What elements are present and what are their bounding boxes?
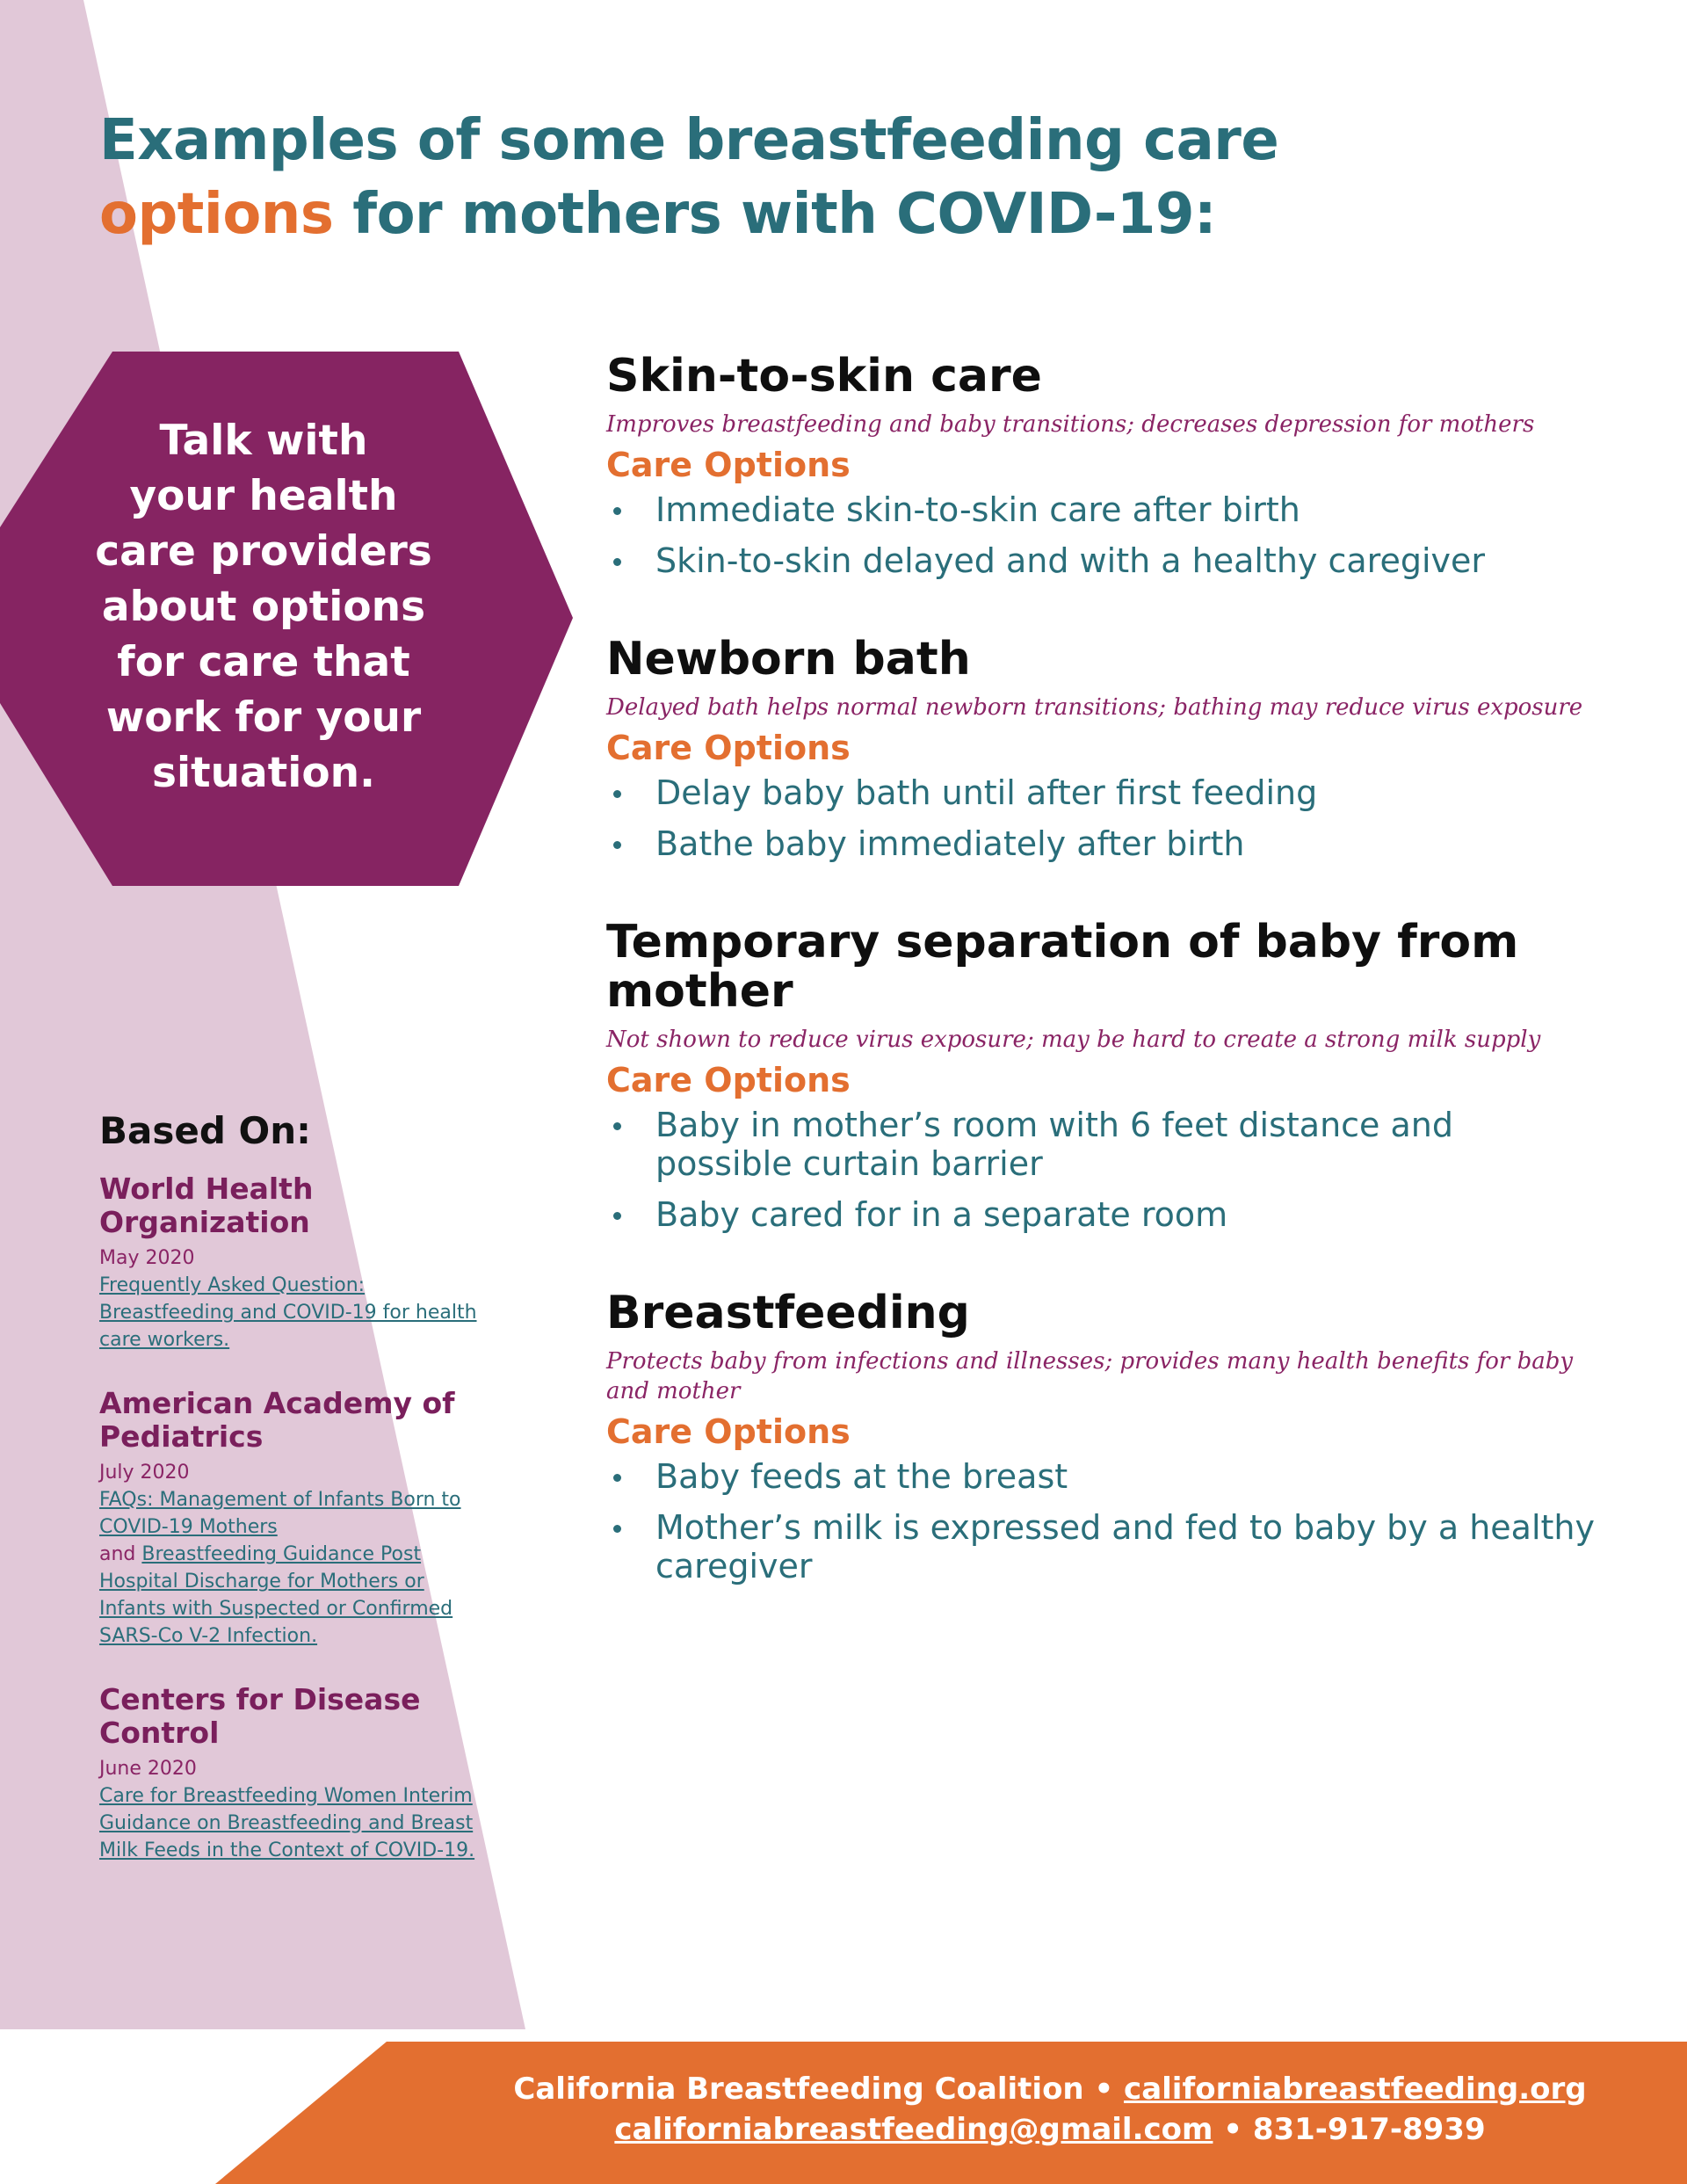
source-link[interactable]: Frequently Asked Question: Breastfeeding and COVID-19 for health care workers. xyxy=(99,1274,477,1351)
callout-line: for care that xyxy=(117,638,410,686)
source-link[interactable]: Breastfeeding Guidance Post Hospital Discharge for Mothers or Infants with Suspected or Confirmed SARS-Co V-2 Infection. xyxy=(99,1543,453,1647)
section-description: Protects baby from infections and illnesses; provides many health benefits for baby and mother xyxy=(606,1348,1574,1404)
care-sections xyxy=(606,352,1599,1598)
care-options-label: Care Options xyxy=(606,446,851,484)
bullet-icon xyxy=(613,841,621,849)
based-on-sidebar xyxy=(99,1109,486,1897)
option-text: Skin-to-skin delayed and with a healthy caregiver xyxy=(655,541,1485,580)
section-skin-to-skin xyxy=(606,352,1599,580)
title-line-1: Examples of some breastfeeding care xyxy=(99,108,1279,173)
source-cdc xyxy=(99,1683,486,1864)
list-item xyxy=(606,1195,1599,1234)
list-item xyxy=(606,1508,1599,1585)
option-text: Mother’s milk is expressed and fed to baby by a healthy caregiver xyxy=(655,1508,1595,1585)
section-description: Not shown to reduce virus exposure; may be hard to create a strong milk supply xyxy=(606,1027,1541,1053)
source-joiner: and xyxy=(99,1543,142,1565)
care-options-list xyxy=(606,1457,1599,1585)
source-link[interactable]: FAQs: Management of Infants Born to COVID-19 Mothers xyxy=(99,1489,461,1538)
section-heading: Breastfeeding xyxy=(606,1287,970,1339)
source-date: May 2020 xyxy=(99,1247,195,1269)
callout-line: your health xyxy=(129,472,398,520)
bullet-icon xyxy=(613,1474,621,1482)
section-breastfeeding xyxy=(606,1288,1599,1585)
list-item xyxy=(606,490,1599,529)
section-heading: Skin-to-skin care xyxy=(606,350,1042,403)
footer-email-link[interactable]: californiabreastfeeding@gmail.com xyxy=(614,2112,1213,2147)
list-item xyxy=(606,773,1599,812)
section-temporary-separation xyxy=(606,918,1599,1234)
section-heading: Newborn bath xyxy=(606,633,971,686)
footer-phone: 831-917-8939 xyxy=(1252,2112,1486,2147)
source-aap xyxy=(99,1387,486,1650)
source-links xyxy=(99,1782,486,1864)
care-options-list xyxy=(606,773,1599,863)
list-item xyxy=(606,1106,1599,1183)
based-on-heading: Based On: xyxy=(99,1109,311,1152)
source-links xyxy=(99,1486,486,1650)
source-date: June 2020 xyxy=(99,1758,197,1780)
source-link[interactable]: Care for Breastfeeding Women Interim Guidance on Breastfeeding and Breast Milk Feeds in the Context of COVID-19. xyxy=(99,1785,475,1861)
footer-separator: • xyxy=(1213,2112,1253,2147)
callout-line: situation. xyxy=(152,749,375,797)
list-item xyxy=(606,824,1599,863)
hexagon-callout xyxy=(53,413,474,801)
section-heading: Temporary separation of baby from mother xyxy=(606,916,1519,1018)
care-options-label: Care Options xyxy=(606,1412,851,1451)
section-description: Improves breastfeeding and baby transitions; decreases depression for mothers xyxy=(606,411,1535,438)
option-text: Delay baby bath until after first feeding xyxy=(655,773,1318,812)
callout-line: about options xyxy=(101,583,426,631)
page-title xyxy=(99,104,1417,251)
list-item xyxy=(606,541,1599,580)
title-accent-word: options xyxy=(99,182,334,247)
footer-line-2 xyxy=(474,2109,1625,2150)
care-options-label: Care Options xyxy=(606,729,851,767)
callout-line: work for your xyxy=(105,693,422,742)
bullet-icon xyxy=(613,790,621,798)
option-text: Bathe baby immediately after birth xyxy=(655,824,1245,863)
footer-line-1 xyxy=(474,2069,1625,2109)
section-newborn-bath xyxy=(606,635,1599,863)
section-description: Delayed bath helps normal newborn transitions; bathing may reduce virus exposure xyxy=(606,694,1583,721)
footer-org: California Breastfeeding Coalition xyxy=(513,2072,1084,2107)
bullet-icon xyxy=(613,1525,621,1533)
source-name: American Academy of Pediatrics xyxy=(99,1386,455,1454)
title-line-2-rest: for mothers with COVID-19: xyxy=(333,182,1217,247)
option-text: Baby in mother’s room with 6 feet distance and possible curtain barrier xyxy=(655,1106,1454,1183)
list-item xyxy=(606,1457,1599,1496)
title-line-2 xyxy=(99,178,1417,251)
footer-contact xyxy=(474,2069,1625,2150)
callout-line: Talk with xyxy=(159,417,368,465)
source-name: Centers for Disease Control xyxy=(99,1682,421,1750)
bullet-icon xyxy=(613,1212,621,1220)
care-options-list xyxy=(606,1106,1599,1234)
option-text: Baby cared for in a separate room xyxy=(655,1195,1228,1234)
source-links xyxy=(99,1272,486,1353)
bullet-icon xyxy=(613,1122,621,1130)
bullet-icon xyxy=(613,558,621,566)
option-text: Immediate skin-to-skin care after birth xyxy=(655,490,1300,529)
option-text: Baby feeds at the breast xyxy=(655,1457,1068,1496)
footer-website-link[interactable]: californiabreastfeeding.org xyxy=(1124,2072,1587,2107)
care-options-label: Care Options xyxy=(606,1061,851,1099)
bullet-icon xyxy=(613,507,621,515)
callout-line: care providers xyxy=(95,527,432,576)
source-date: July 2020 xyxy=(99,1462,190,1484)
source-name: World Health Organization xyxy=(99,1172,314,1239)
care-options-list xyxy=(606,490,1599,580)
source-who xyxy=(99,1172,486,1353)
footer-separator: • xyxy=(1083,2072,1125,2107)
